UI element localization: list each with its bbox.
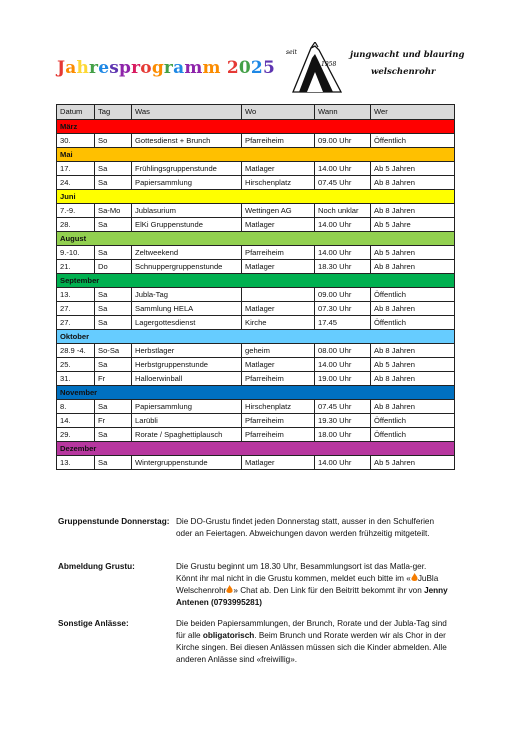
col-wo-header: Wo [242,105,315,120]
title-letter: r [131,58,141,78]
cell-wann: 18.00 Uhr [315,428,371,442]
sonstige-emphasis: obligatorisch [202,631,255,640]
cell-was: Halloerwinball [132,372,242,386]
cell-wann: 17.45 [315,316,371,330]
cell-wer: Ab 5 Jahre [371,218,455,232]
title-letter: m [184,58,203,78]
title-letter: J [57,58,66,78]
month-row [57,148,455,162]
chat-name: JuBla Welschenrohr [176,574,439,595]
cell-wo: Pfarreiheim [242,414,315,428]
cell-wer: Ab 8 Jahren [371,204,455,218]
table-row [57,372,455,386]
table-row [57,176,455,190]
cell-was: Larübli [132,414,242,428]
month-row [57,120,455,134]
cell-wann: 14.00 Uhr [315,358,371,372]
org-location: welschenrohr [371,67,436,77]
cell-was: ElKi Gruppenstunde [132,218,242,232]
cell-was: Herbstlager [132,344,242,358]
title-letter: 2 [250,58,263,78]
flame-icon [411,573,418,582]
logo-seit: seit [286,49,297,56]
col-was-header: Was [132,105,242,120]
cell-wo: Wettingen AG [242,204,315,218]
cell-wer: Ab 8 Jahren [371,344,455,358]
cell-wann: 18.30 Uhr [315,260,371,274]
cell-was: Papiersammlung [132,400,242,414]
contact-name: Jenny Antenen (0793995281) [176,586,448,607]
table-row [57,134,455,148]
title-letter: e [98,58,110,78]
month-row [57,386,455,400]
cell-wer: Ab 8 Jahren [371,400,455,414]
cell-wer: Ab 5 Jahren [371,456,455,470]
cell-datum: 24. [57,176,95,190]
cell-wer: Öffentlich [371,428,455,442]
table-row [57,414,455,428]
cell-datum: 29. [57,428,95,442]
title-letter: r [163,58,174,78]
cell-wann: 09.00 Uhr [315,288,371,302]
sonstige-text-b: . Beim Brunch und Rorate werden wir als Chor in der Kirche singen. Bei diesen Anlässen müssen sich die Kinder abmelden. Alle anderen Anlässe sind «freiwillig». [176,631,447,664]
cell-wo: Kirche [242,316,315,330]
cell-tag: Do [95,260,132,274]
table-row [57,344,455,358]
table-row [57,456,455,470]
cell-wo [242,288,315,302]
cell-wer: Öffentlich [371,288,455,302]
cell-tag: Sa [95,218,132,232]
cell-tag: Fr [95,372,132,386]
month-label: März [57,120,455,134]
cell-tag: Sa [95,316,132,330]
cell-wann: 14.00 Uhr [315,162,371,176]
month-label: August [57,232,455,246]
cell-was: Rorate / Spaghettiplausch [132,428,242,442]
cell-was: Papiersammlung [132,176,242,190]
col-datum-header: Datum [57,105,95,120]
cell-tag: So-Sa [95,344,132,358]
cell-was: Gottesdienst + Brunch [132,134,242,148]
cell-wer: Ab 5 Jahren [371,246,455,260]
cell-wo: Pfarreiheim [242,246,315,260]
cell-wo: Matlager [242,260,315,274]
cell-datum: 25. [57,358,95,372]
note-text-sonstige [176,618,448,666]
abmeldung-text-a: Die Grustu beginnt um 18.30 Uhr, Besammlungsort ist das Matla-ger. Könnt ihr mal nicht in die Grustu kommen, meldet euch bitte im « [176,562,427,583]
month-label: Juni [57,190,455,204]
cell-wann: 07.45 Uhr [315,176,371,190]
title-letter: a [173,58,185,78]
cell-wo: Hirschenplatz [242,176,315,190]
month-row [57,232,455,246]
cell-datum: 7.-9. [57,204,95,218]
logo-year: 1958 [321,61,337,68]
cell-wann: 07.45 Uhr [315,400,371,414]
month-label: Oktober [57,330,455,344]
cell-datum: 31. [57,372,95,386]
cell-was: Lagergottesdienst [132,316,242,330]
month-label: Dezember [57,442,455,456]
cell-was: Frühlingsgruppenstunde [132,162,242,176]
cell-wann: 14.00 Uhr [315,456,371,470]
note-label-sonstige: Sonstige Anlässe: [58,619,129,628]
cell-wann: 09.00 Uhr [315,134,371,148]
table-row [57,428,455,442]
cell-datum: 21. [57,260,95,274]
cell-datum: 28.9 -4. [57,344,95,358]
title-letter: r [89,58,99,78]
cell-tag: Sa [95,162,132,176]
page-title [57,58,275,78]
cell-wo: Matlager [242,162,315,176]
cell-wo: Pfarreiheim [242,134,315,148]
col-wann-header: Wann [315,105,371,120]
cell-datum: 28. [57,218,95,232]
title-letter: 2 [226,58,239,78]
cell-wer: Ab 8 Jahren [371,372,455,386]
cell-datum: 8. [57,400,95,414]
table-row [57,288,455,302]
cell-wann: 07.30 Uhr [315,302,371,316]
title-letter: 0 [238,58,251,78]
cell-datum: 27. [57,316,95,330]
table-row [57,400,455,414]
table-row [57,316,455,330]
cell-wann: Noch unklar [315,204,371,218]
cell-wer: Ab 5 Jahren [371,162,455,176]
cell-datum: 9.-10. [57,246,95,260]
title-letter: m [202,58,221,78]
cell-wo: Hirschenplatz [242,400,315,414]
cell-datum: 27. [57,302,95,316]
cell-wo: Matlager [242,302,315,316]
table-row [57,358,455,372]
cell-wann: 19.30 Uhr [315,414,371,428]
month-row [57,330,455,344]
cell-was: Zeltweekend [132,246,242,260]
cell-wo: Matlager [242,218,315,232]
cell-datum: 13. [57,456,95,470]
cell-wo: geheim [242,344,315,358]
table-row [57,260,455,274]
table-header-row [57,105,455,120]
cell-wer: Ab 8 Jahren [371,176,455,190]
program-table [56,104,455,470]
note-text-abmeldung [176,561,448,609]
title-letter: 5 [262,58,275,78]
month-row [57,190,455,204]
table-row [57,218,455,232]
month-label: Mai [57,148,455,162]
cell-wo: Matlager [242,358,315,372]
cell-wer: Öffentlich [371,316,455,330]
cell-datum: 30. [57,134,95,148]
cell-tag: So [95,134,132,148]
cell-tag: Sa [95,246,132,260]
cell-wann: 19.00 Uhr [315,372,371,386]
cell-datum: 14. [57,414,95,428]
cell-wann: 08.00 Uhr [315,344,371,358]
jubla-logo [285,42,347,94]
col-tag-header: Tag [95,105,132,120]
cell-tag: Sa [95,456,132,470]
cell-tag: Sa [95,428,132,442]
cell-wo: Pfarreiheim [242,372,315,386]
sonstige-text-a: Die beiden Papiersammlungen, der Brunch, Rorate und der Jubla-Tag sind für alle [176,619,447,640]
title-letter: h [76,58,90,78]
table-row [57,246,455,260]
title-letter: g [151,58,164,78]
cell-tag: Sa [95,358,132,372]
cell-wer: Ab 5 Jahren [371,358,455,372]
cell-was: Herbstgruppenstunde [132,358,242,372]
cell-tag: Sa [95,302,132,316]
cell-wer: Öffentlich [371,134,455,148]
cell-was: Sammlung HELA [132,302,242,316]
cell-wo: Matlager [242,456,315,470]
cell-tag: Sa [95,176,132,190]
title-letter: o [140,58,152,78]
cell-wer: Ab 8 Jahren [371,260,455,274]
title-letter: a [65,58,77,78]
title-letter: p [119,58,132,78]
org-name: jungwacht und blauring [350,50,465,60]
table-row [57,204,455,218]
cell-wer: Ab 8 Jahren [371,302,455,316]
cell-was: Schnuppergruppenstunde [132,260,242,274]
note-text-gruppenstunde: Die DO-Grustu findet jeden Donnerstag statt, ausser in den Schulferien oder an Feiertagen. Abweichungen davon werden frühzeitig mitgeteilt. [176,517,435,538]
cell-datum: 17. [57,162,95,176]
month-row [57,274,455,288]
cell-wann: 14.00 Uhr [315,218,371,232]
cell-was: Jublasurium [132,204,242,218]
cell-tag: Sa [95,400,132,414]
cell-wer: Öffentlich [371,414,455,428]
cell-tag: Fr [95,414,132,428]
col-wer-header: Wer [371,105,455,120]
title-letter: s [109,58,120,78]
month-label: September [57,274,455,288]
table-row [57,302,455,316]
cell-wann: 14.00 Uhr [315,246,371,260]
table-row [57,162,455,176]
cell-tag: Sa-Mo [95,204,132,218]
cell-tag: Sa [95,288,132,302]
abmeldung-text-b: » Chat ab. Den Link für den Beitritt bekommt ihr von [233,586,425,595]
month-label: November [57,386,455,400]
note-label-gruppenstunde: Gruppenstunde Donnerstag: [58,517,170,526]
note-label-abmeldung: Abmeldung Grustu: [58,562,135,571]
cell-datum: 13. [57,288,95,302]
month-row [57,442,455,456]
cell-was: Wintergruppenstunde [132,456,242,470]
cell-was: Jubla-Tag [132,288,242,302]
cell-wo: Pfarreiheim [242,428,315,442]
